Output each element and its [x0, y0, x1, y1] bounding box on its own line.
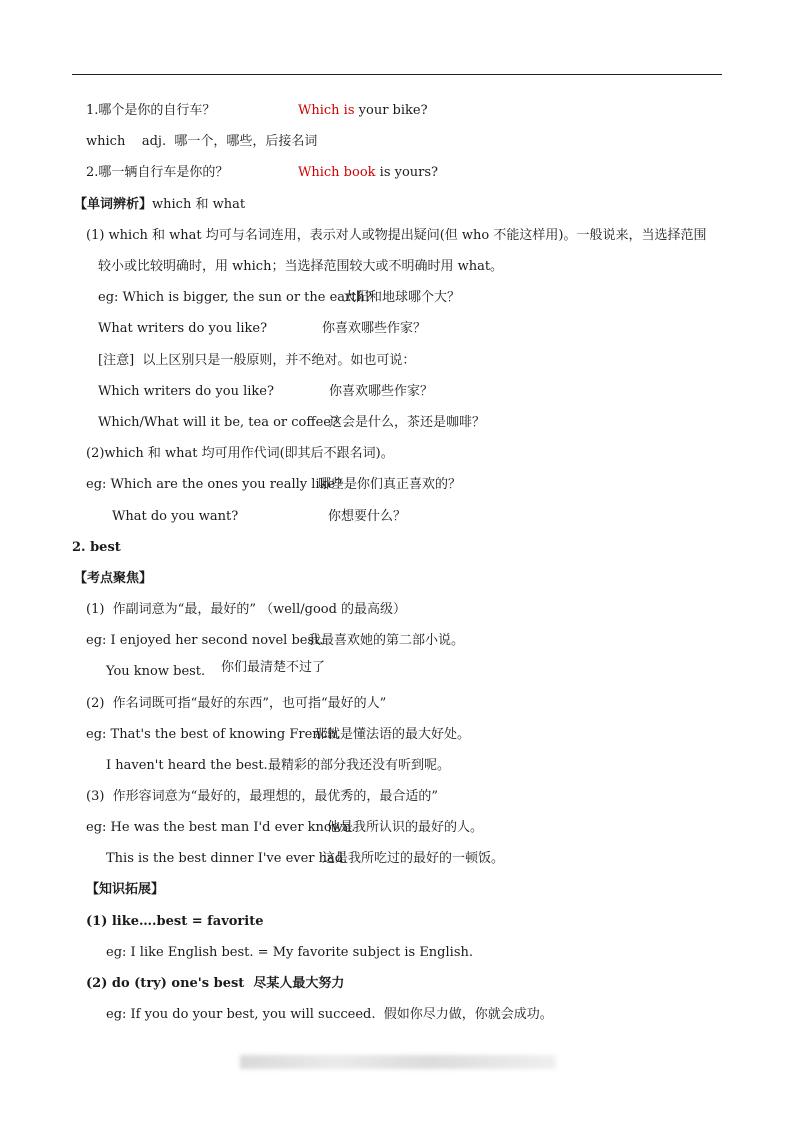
example-5-chinese: 哪些是你们真正喜欢的？: [318, 477, 462, 492]
which-definition: which adj. 哪一个，哪些，后接名词: [86, 134, 318, 149]
header-rule: [72, 74, 722, 75]
note-line: [注意] 以上区别只是一般原则，并不绝对。如也可说：: [98, 353, 416, 368]
best-example-3-chinese: 那就是懂法语的最大好处。: [314, 727, 471, 742]
example-3-chinese: 你喜欢哪些作家？: [329, 384, 434, 399]
usage-3: (3) 作形容词意为“最好的，最理想的，最优秀的，最合适的”: [86, 789, 438, 804]
rule-1-line-a: (1) which 和 what 均可与名词连用，表示对人或物提出疑问(但 who 不能这样用)。一般说来，当选择范围: [86, 228, 707, 243]
best-example-4-chinese: 最精彩的部分我还没有听到呢。: [268, 758, 451, 773]
question-1-english: [298, 102, 428, 120]
heading-bracket: 【单词辨析】: [74, 197, 153, 212]
example-1-english: eg: Which is bigger, the sun or the earth?: [98, 290, 372, 305]
example-6-chinese: 你想要什么？: [328, 509, 407, 524]
rule-1-line-b: 较小或比较明确时，用 which；当选择范围较大或不明确时用 what。: [98, 259, 504, 274]
best-example-5-chinese: 他是我所认识的最好的人。: [327, 820, 484, 835]
heading-rest: which 和 what: [152, 197, 246, 212]
best-example-2-english: You know best.: [106, 664, 206, 679]
example-1-chinese: 太阳和地球哪个大？: [343, 290, 461, 305]
question-2-rest: is yours?: [375, 165, 439, 180]
best-example-3-english: eg: That's the best of knowing French.: [86, 727, 341, 742]
expand-heading: 【知识拓展】: [86, 882, 165, 897]
example-6-english: What do you want?: [112, 509, 239, 524]
section-2-title: 2. best: [72, 540, 121, 555]
question-2-english: [298, 164, 438, 182]
usage-1: (1) 作副词意为“最，最好的” （well/good 的最高级）: [86, 602, 407, 617]
best-example-6-english: This is the best dinner I've ever had.: [106, 851, 348, 866]
example-2-chinese: 你喜欢哪些作家？: [322, 321, 427, 336]
usage-2: (2) 作名词既可指“最好的东西”，也可指“最好的人”: [86, 696, 387, 711]
example-4-chinese: 这会是什么，茶还是咖啡？: [329, 415, 486, 430]
question-1-chinese: 1.哪个是你的自行车？: [86, 103, 216, 118]
example-3-english: Which writers do you like?: [98, 384, 274, 399]
rule-2-line: (2)which 和 what 均可用作代词(即其后不跟名词)。: [86, 446, 394, 461]
question-1-highlight: Which is: [298, 103, 355, 118]
focus-heading: 【考点聚焦】: [74, 571, 153, 586]
example-2-english: What writers do you like?: [98, 321, 268, 336]
example-4-english: Which/What will it be, tea or coffee?: [98, 415, 338, 430]
best-example-5-english: eg: He was the best man I'd ever known.: [86, 820, 356, 835]
best-example-1-chinese: 我最喜欢她的第二部小说。: [308, 633, 465, 648]
question-2-highlight: Which book: [298, 165, 376, 180]
question-2-chinese: 2.哪一辆自行车是你的？: [86, 165, 229, 180]
phrase-1: (1) like….best = favorite: [86, 914, 264, 929]
phrase-2: (2) do (try) one's best 尽某人最大努力: [86, 976, 345, 991]
phrase-2-example: eg: If you do your best, you will succeed. 假如你尽力做，你就会成功。: [106, 1007, 553, 1022]
question-1-rest: your bike?: [354, 103, 428, 118]
best-example-4-english: I haven't heard the best.: [106, 758, 268, 773]
best-example-2-chinese: 你们最清楚不过了: [221, 660, 326, 675]
phrase-1-example: eg: I like English best. = My favorite subject is English.: [106, 945, 473, 960]
best-example-6-chinese: 这是我所吃过的最好的一顿饭。: [322, 851, 505, 866]
best-example-1-english: eg: I enjoyed her second novel best.: [86, 633, 324, 648]
example-5-english: eg: Which are the ones you really like?: [86, 477, 343, 492]
blurred-footer-watermark: [240, 1055, 556, 1069]
word-distinction-heading: [74, 196, 245, 214]
